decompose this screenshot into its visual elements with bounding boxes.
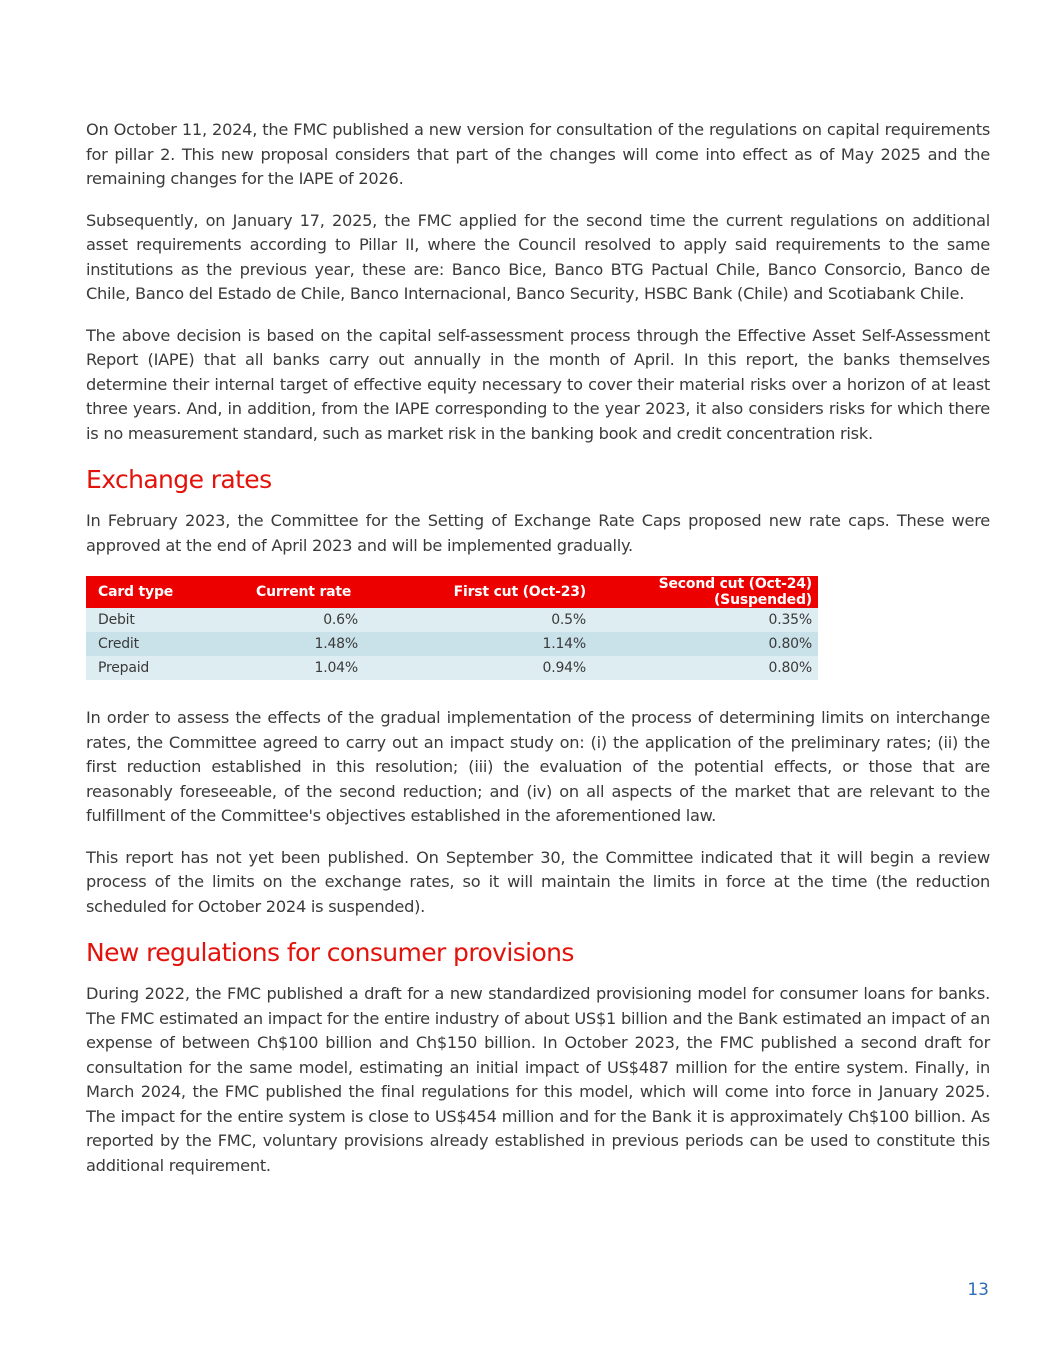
section-heading-exchange-rates: Exchange rates bbox=[86, 465, 272, 494]
table-cell: Prepaid bbox=[86, 656, 256, 680]
table-cell: 0.80% bbox=[592, 656, 818, 680]
paragraph: During 2022, the FMC published a draft for a new standardized provisioning model for consumer loans for banks. The FMC estimated an impact for the entire industry of about US$1 billion and the Bank estimated an impact of an expense of between Ch$100 billion and Ch$150 billion. In October 2023, the FMC published a second draft for consultation for the same model, estimating an initial impact of US$487 million for the entire system. Finally, in March 2024, the FMC published the final regulations for this model, which will come into force in January 2025. The impact for the entire system is close to US$454 million and for the Bank it is approximately Ch$100 billion. As reported by the FMC, voluntary provisions already established in previous periods can be used to constitute this additional requirement. bbox=[86, 984, 990, 1175]
paragraph: This report has not yet been published. On September 30, the Committee indicated that it will begin a review process of the limits on the exchange rates, so it will maintain the limits in force at the time (the reduction scheduled for October 2024 is suspended). bbox=[86, 847, 990, 916]
table-cell: 0.6% bbox=[256, 608, 364, 632]
table-row bbox=[86, 632, 818, 656]
table-row bbox=[86, 608, 818, 632]
column-header: Card type bbox=[86, 576, 256, 608]
table-header-row bbox=[86, 576, 818, 608]
page-content bbox=[86, 118, 990, 1195]
table-cell: 0.94% bbox=[364, 656, 592, 680]
page-number: 13 bbox=[967, 1280, 989, 1300]
paragraph: On October 11, 2024, the FMC published a new version for consultation of the regulations on capital requirements for pillar 2. This new proposal considers that part of the changes will come into effect as of May 2025 and the remaining changes for the IAPE of 2026. bbox=[86, 120, 990, 188]
table-cell: 0.5% bbox=[364, 608, 592, 632]
paragraph: The above decision is based on the capital self-assessment process through the Effective Asset Self-Assessment Report (IAPE) that all banks carry out annually in the month of April. In this report, the banks themselves determine their internal target of effective equity necessary to cover their material risks over a horizon of at least three years. And, in addition, from the IAPE corresponding to the year 2023, it also considers risks for which there is no measurement standard, such as market risk in the banking book and credit concentration risk. bbox=[86, 325, 990, 443]
column-header: Second cut (Oct-24) (Suspended) bbox=[592, 576, 818, 608]
table-cell: Credit bbox=[86, 632, 256, 656]
table-cell: 1.14% bbox=[364, 632, 592, 656]
table-cell: 1.48% bbox=[256, 632, 364, 656]
table-cell: 0.80% bbox=[592, 632, 818, 656]
paragraph: Subsequently, on January 17, 2025, the FMC applied for the second time the current regulations on additional asset requirements according to Pillar II, where the Council resolved to apply said requirements to the same institutions as the previous year, these are: Banco Bice, Banco BTG Pactual Chile, Banco Consorcio, Banco de Chile, Banco del Estado de Chile, Banco Internacional, Banco Security, HSBC Bank (Chile) and Scotiabank Chile. bbox=[86, 210, 990, 303]
paragraph: In February 2023, the Committee for the Setting of Exchange Rate Caps proposed new rate caps. These were approved at the end of April 2023 and will be implemented gradually. bbox=[86, 511, 990, 555]
table-row bbox=[86, 656, 818, 680]
exchange-rate-table bbox=[86, 576, 818, 680]
table-cell: 0.35% bbox=[592, 608, 818, 632]
section-heading-consumer-provisions: New regulations for consumer provisions bbox=[86, 938, 574, 967]
paragraph: In order to assess the effects of the gradual implementation of the process of determining limits on interchange rates, the Committee agreed to carry out an impact study on: (i) the application of the preliminary rates; (ii) the first reduction established in this resolution; (iii) the evaluation of the potential effects, or those that are reasonably foreseeable, of the second reduction; and (iv) on all aspects of the market that are relevant to the fulfillment of the Committee's objectives established in the aforementioned law. bbox=[86, 708, 990, 825]
table-cell: Debit bbox=[86, 608, 256, 632]
table-cell: 1.04% bbox=[256, 656, 364, 680]
column-header: Current rate bbox=[256, 576, 364, 608]
column-header: First cut (Oct-23) bbox=[364, 576, 592, 608]
